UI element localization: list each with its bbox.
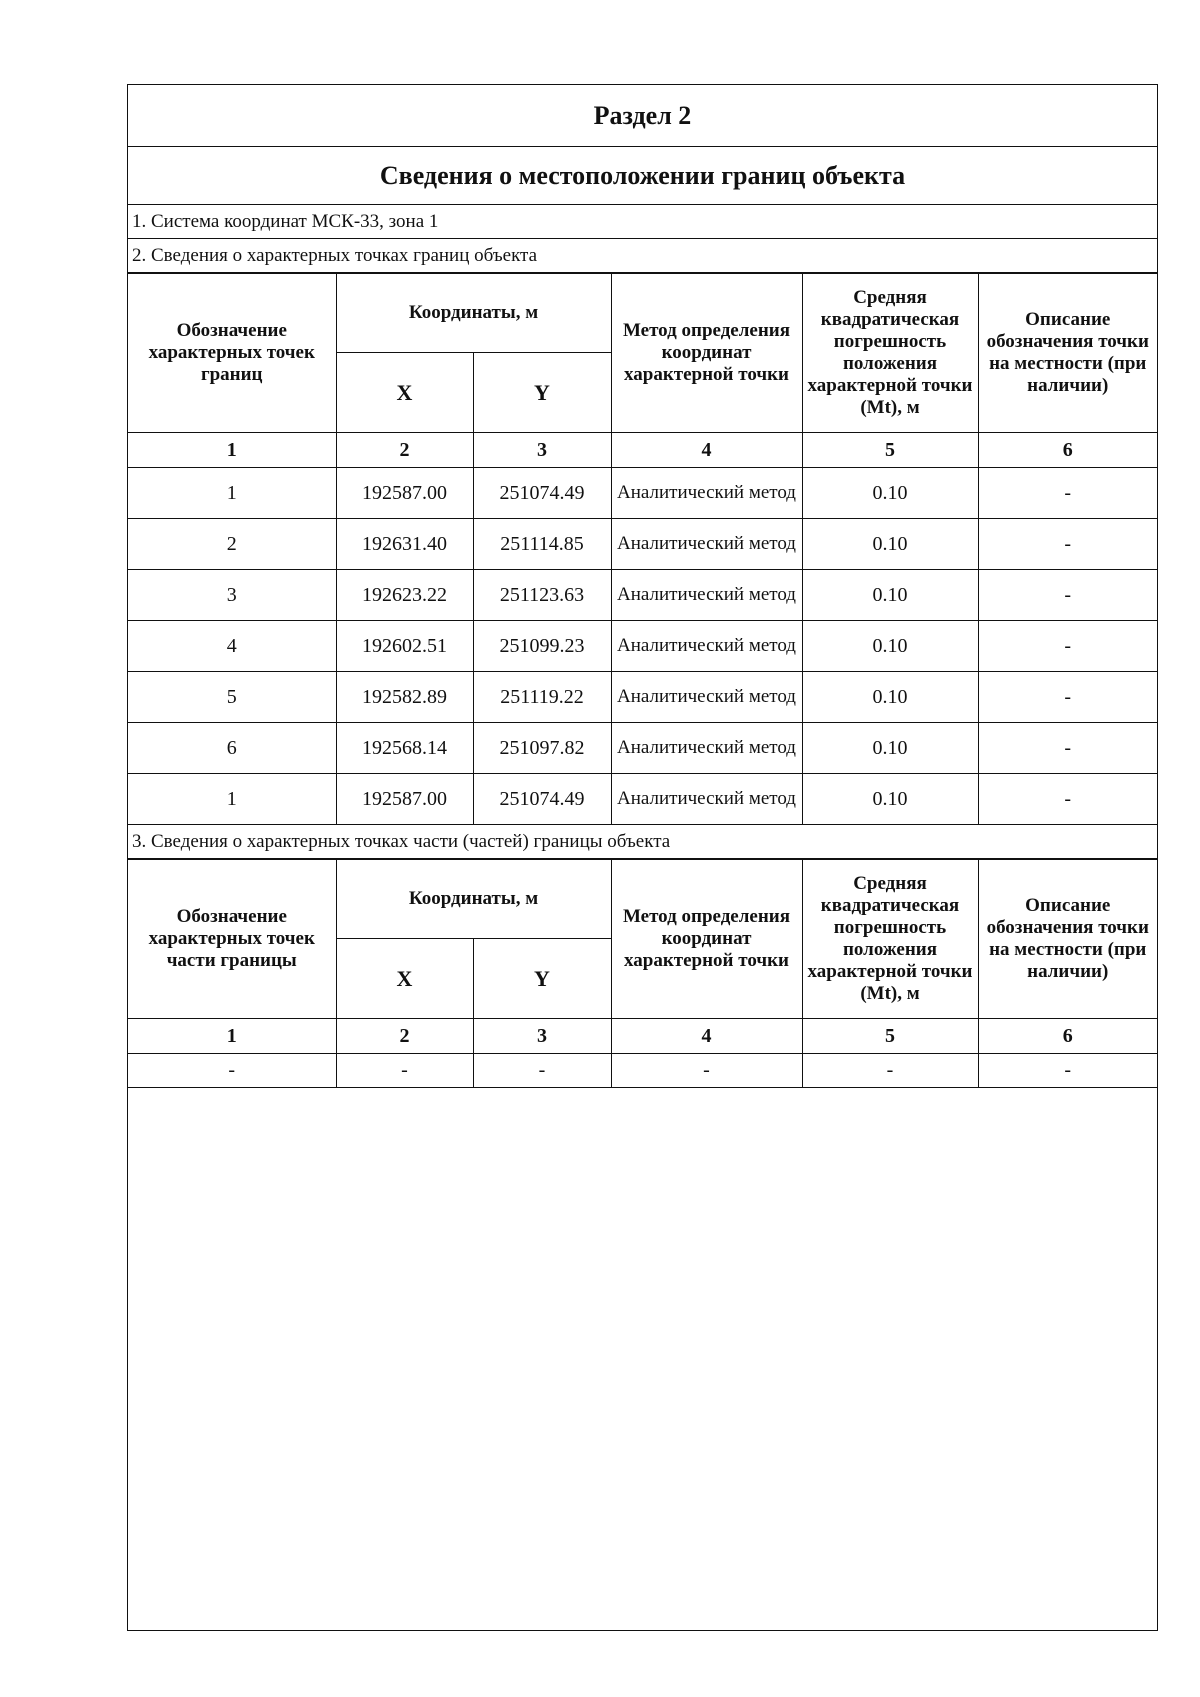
point-method: Аналитический метод [611,774,802,825]
point-x: 192568.14 [336,723,473,774]
header2-error: Средняя квадратическая погрешность положения характерной точки (Mt), м [802,860,978,1019]
section-title: Раздел 2 [128,85,1157,147]
header2-description: Описание обозначения точки на местности (при наличии) [978,860,1157,1019]
header2-coords: Координаты, м [336,860,611,939]
point-y: 251119.22 [473,672,611,723]
point-method: Аналитический метод [611,621,802,672]
table-row [128,672,1157,723]
part-cell: - [978,1054,1157,1088]
table-row [128,621,1157,672]
point-x: 192602.51 [336,621,473,672]
header2-y: Y [473,939,611,1019]
point-mt: 0.10 [802,621,978,672]
header2-method: Метод определения координат характерной точки [611,860,802,1019]
column-number: 3 [473,1019,611,1054]
part-points-table [128,859,1157,1088]
point-description: - [978,519,1157,570]
point-y: 251097.82 [473,723,611,774]
column-number: 2 [336,433,473,468]
parts-heading: 3. Сведения о характерных точках части (частей) границы объекта [128,825,1157,859]
column-number: 5 [802,1019,978,1054]
table-row [128,570,1157,621]
point-y: 251074.49 [473,774,611,825]
header-designation: Обозначение характерных точек границ [128,274,336,433]
part-cell: - [611,1054,802,1088]
document-frame [127,84,1158,1631]
point-description: - [978,774,1157,825]
point-method: Аналитический метод [611,468,802,519]
column-number: 6 [978,433,1157,468]
header-method: Метод определения координат характерной точки [611,274,802,433]
column-number: 2 [336,1019,473,1054]
part-cell: - [336,1054,473,1088]
point-y: 251114.85 [473,519,611,570]
header-y: Y [473,353,611,433]
header-error: Средняя квадратическая погрешность положения характерной точки (Mt), м [802,274,978,433]
column-number: 1 [128,433,336,468]
header2-x: X [336,939,473,1019]
point-mt: 0.10 [802,723,978,774]
point-x: 192623.22 [336,570,473,621]
point-mt: 0.10 [802,519,978,570]
point-x: 192587.00 [336,468,473,519]
section-subtitle: Сведения о местоположении границ объекта [128,147,1157,205]
boundary-points-table [128,273,1157,825]
point-description: - [978,570,1157,621]
column-number-row [128,1019,1157,1054]
point-id: 4 [128,621,336,672]
point-mt: 0.10 [802,774,978,825]
point-id: 2 [128,519,336,570]
point-description: - [978,621,1157,672]
point-description: - [978,672,1157,723]
point-id: 1 [128,774,336,825]
coordinate-system: 1. Система координат МСК-33, зона 1 [128,205,1157,239]
point-mt: 0.10 [802,468,978,519]
header-coords: Координаты, м [336,274,611,353]
point-method: Аналитический метод [611,672,802,723]
header2-designation: Обозначение характерных точек части границы [128,860,336,1019]
point-y: 251074.49 [473,468,611,519]
table-row [128,774,1157,825]
part-cell: - [473,1054,611,1088]
header-x: X [336,353,473,433]
table-row [128,468,1157,519]
point-mt: 0.10 [802,570,978,621]
column-number: 6 [978,1019,1157,1054]
table-row [128,519,1157,570]
point-method: Аналитический метод [611,519,802,570]
column-number: 4 [611,1019,802,1054]
point-x: 192587.00 [336,774,473,825]
table-row [128,1054,1157,1088]
point-x: 192582.89 [336,672,473,723]
point-description: - [978,468,1157,519]
point-y: 251123.63 [473,570,611,621]
column-number: 5 [802,433,978,468]
column-number-row [128,433,1157,468]
column-number: 4 [611,433,802,468]
point-id: 5 [128,672,336,723]
point-y: 251099.23 [473,621,611,672]
table-row [128,723,1157,774]
header-description: Описание обозначения точки на местности (при наличии) [978,274,1157,433]
point-x: 192631.40 [336,519,473,570]
points-heading: 2. Сведения о характерных точках границ объекта [128,239,1157,273]
point-mt: 0.10 [802,672,978,723]
part-cell: - [802,1054,978,1088]
column-number: 3 [473,433,611,468]
point-id: 6 [128,723,336,774]
point-method: Аналитический метод [611,570,802,621]
point-id: 1 [128,468,336,519]
column-number: 1 [128,1019,336,1054]
point-description: - [978,723,1157,774]
point-method: Аналитический метод [611,723,802,774]
part-cell: - [128,1054,336,1088]
point-id: 3 [128,570,336,621]
